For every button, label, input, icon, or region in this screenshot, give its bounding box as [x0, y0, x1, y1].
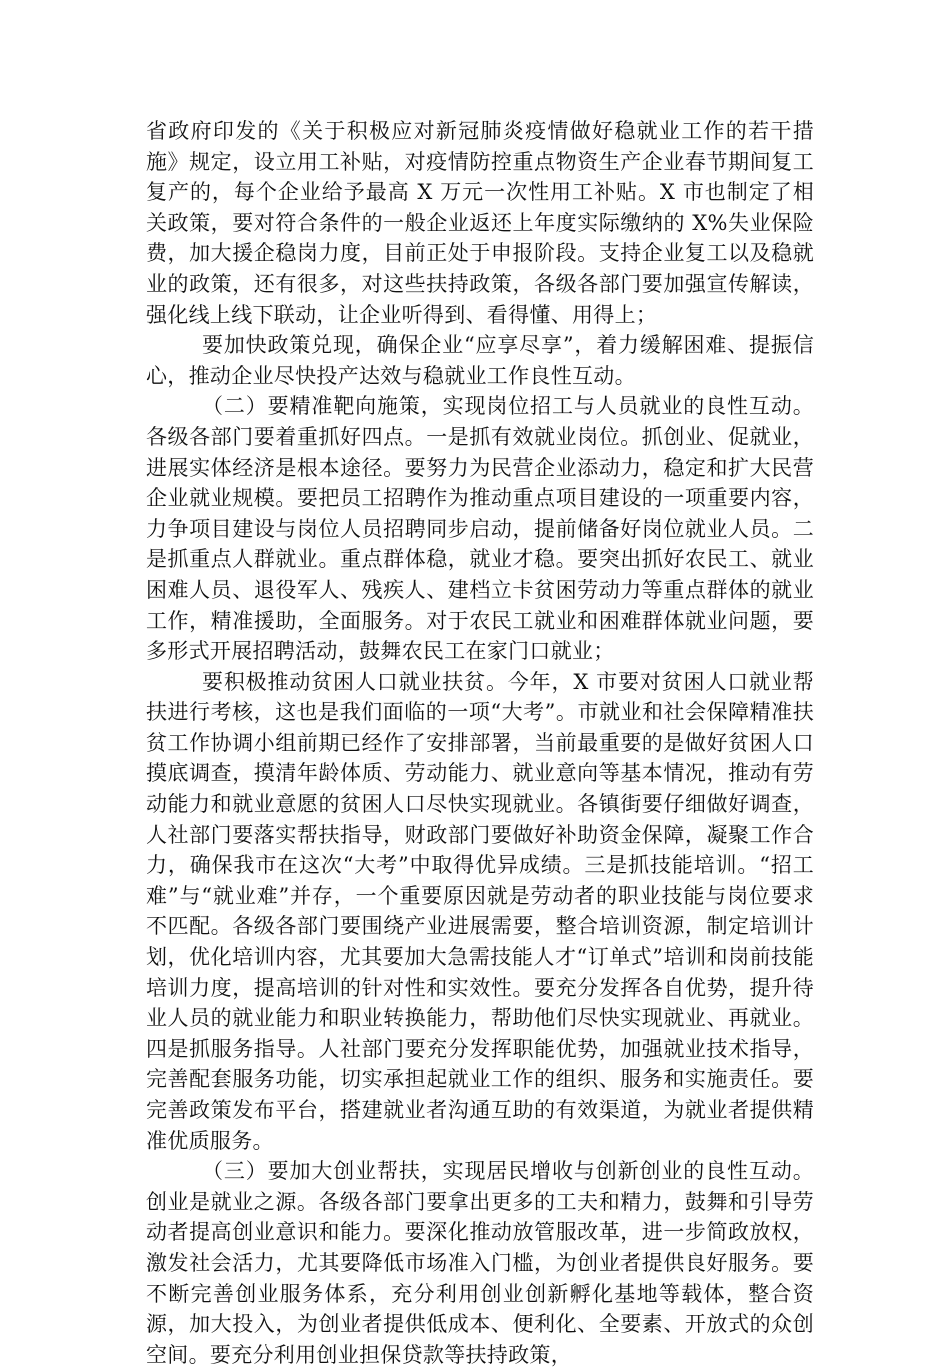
paragraph-continued: 省政府印发的《关于积极应对新冠肺炎疫情做好稳就业工作的若干措施》规定，设立用工补贴，对疫情防控重点物资生产企业春节期间复工复产的，每个企业给予最高 X 万元一次性用工补贴。X 市也制定了相关政策，要对符合条件的一般企业返还上年度实际缴纳的 X%失业保险费，加大援企稳岗力度，目前正处于申报阶段。支持企业复工以及稳就业的政策，还有很多，对这些扶持政策，各级各部门要加强宣传解读，强化线上线下联动，让企业听得到、看得懂、用得上；	[146, 119, 814, 327]
paragraph-section-two: （二）要精准靶向施策，实现岗位招工与人员就业的良性互动。各级各部门要着重抓好四点。一是抓有效就业岗位。抓创业、促就业，进展实体经济是根本途径。要努力为民营企业添动力，稳定和扩大民营企业就业规模。要把员工招聘作为推动重点项目建设的一项重要内容，力争项目建设与岗位人员招聘同步启动，提前储备好岗位就业人员。二是抓重点人群就业。重点群体稳，就业才稳。要突出抓好农民工、就业困难人员、退役军人、残疾人、建档立卡贫困劳动力等重点群体的就业工作，精准援助，全面服务。对于农民工就业和困难群体就业问题，要多形式开展招聘活动，鼓舞农民工在家门口就业；	[146, 394, 814, 664]
document-page	[146, 116, 814, 1370]
paragraph-poverty-employment: 要积极推动贫困人口就业扶贫。今年，X 市要对贫困人口就业帮扶进行考核，这也是我们面临的一项“大考”。市就业和社会保障精准扶贫工作协调小组前期已经作了安排部署，当前最重要的是做好贫困人口摸底调查，摸清年龄体质、劳动能力、就业意向等基本情况，推动有劳动能力和就业意愿的贫困人口尽快实现就业。各镇街要仔细做好调查，人社部门要落实帮扶指导，财政部门要做好补助资金保障，凝聚工作合力，确保我市在这次“大考”中取得优异成绩。三是抓技能培训。“招工难”与“就业难”并存，一个重要原因就是劳动者的职业技能与岗位要求不匹配。各级各部门要围绕产业进展需要，整合培训资源，制定培训计划，优化培训内容，尤其要加大急需技能人才“订单式”培训和岗前技能培训力度，提高培训的针对性和实效性。要充分发挥各自优势，提升待业人员的就业能力和职业转换能力，帮助他们尽快实现就业、再就业。四是抓服务指导。人社部门要充分发挥职能优势，加强就业技术指导，完善配套服务功能，切实承担起就业工作的组织、服务和实施责任。要完善政策发布平台，搭建就业者沟通互助的有效渠道，为就业者提供精准优质服务。	[146, 669, 814, 1153]
paragraph-section-three: （三）要加大创业帮扶，实现居民增收与创新创业的良性互动。创业是就业之源。各级各部门要拿出更多的工夫和精力，鼓舞和引导劳动者提高创业意识和能力。要深化推动放管服改革，进一步简政放权，激发社会活力，尤其要降低市场准入门槛，为创业者提供良好服务。要不断完善创业服务体系，充分利用创业创新孵化基地等载体，整合资源，加大投入，为创业者提供低成本、便利化、全要素、开放式的众创空间。要充分利用创业担保贷款等扶持政策，	[146, 1159, 814, 1367]
paragraph-policy-implementation: 要加快政策兑现，确保企业“应享尽享”，着力缓解困难、提振信心，推动企业尽快投产达效与稳就业工作良性互动。	[146, 333, 814, 388]
